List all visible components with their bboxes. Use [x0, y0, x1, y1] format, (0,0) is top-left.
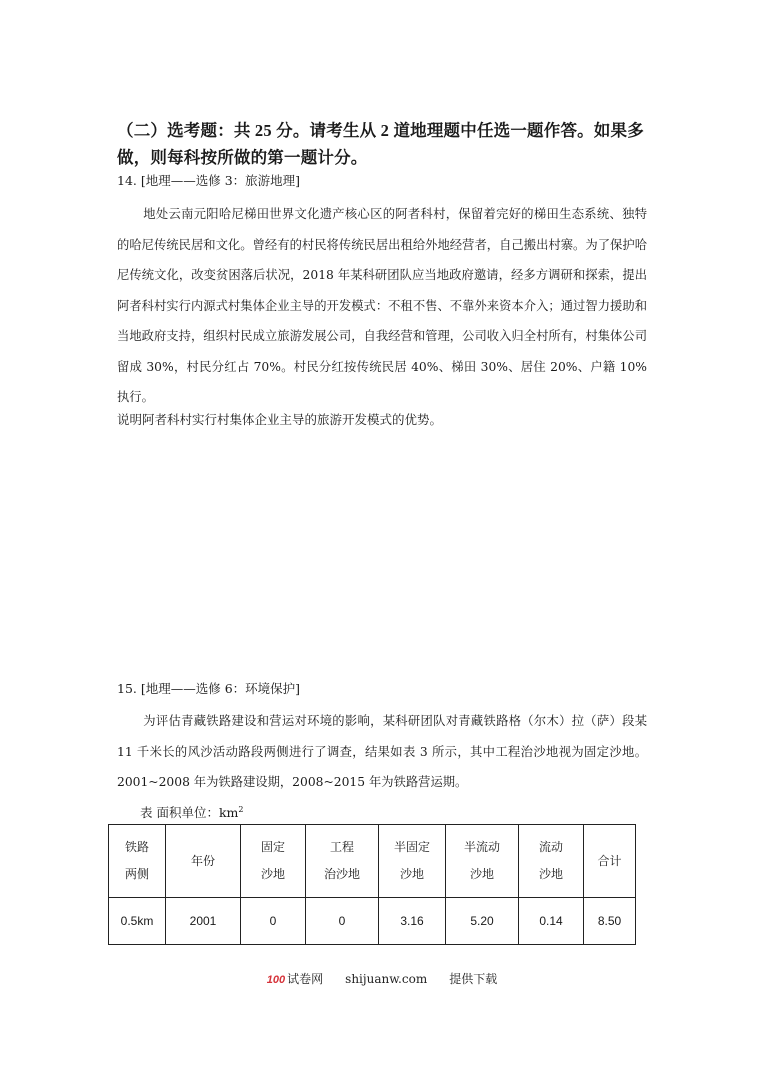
- site-logo: 100: [266, 974, 286, 986]
- question-14-prompt: 说明阿者科村实行村集体企业主导的旅游开发模式的优势。: [117, 412, 443, 427]
- question-14-paragraph: [117, 199, 647, 413]
- table-caption: [140, 800, 244, 823]
- cell-side: 0.5km: [109, 898, 166, 945]
- header-railway-sides: 铁路 两侧: [109, 825, 166, 898]
- cell-semi-mobile: 5.20: [446, 898, 519, 945]
- question-15-paragraph: [117, 706, 647, 798]
- cell-total: 8.50: [584, 898, 636, 945]
- cell-year: 2001: [166, 898, 241, 945]
- site-domain: shijuanw.com: [345, 972, 428, 986]
- question-14-title: 14. [地理——选修 3：旅游地理]: [117, 173, 301, 188]
- header-total: 合计: [584, 825, 636, 898]
- cell-semi-fixed: 3.16: [379, 898, 446, 945]
- table-caption-text: 表 面积单位：km: [140, 805, 239, 820]
- header-engineered-sand: 工程 治沙地: [306, 825, 379, 898]
- unit-superscript: 2: [238, 805, 244, 814]
- cell-mobile: 0.14: [519, 898, 584, 945]
- table-header-row: [109, 825, 636, 898]
- table-row: [109, 898, 636, 945]
- sand-area-table: [108, 824, 636, 945]
- question-15-text: 为评估青藏铁路建设和营运对环境的影响，某科研团队对青藏铁路格（尔木）拉（萨）段某 11 千米长的风沙活动路段两侧进行了调查，结果如表 3 所示，其中工程治沙地视为固定沙地。2001~2008 年为铁路建设期，2008~2015 年为铁路营运期。: [117, 714, 647, 789]
- page-footer: [0, 970, 764, 987]
- header-fixed-sand: 固定 沙地: [241, 825, 306, 898]
- question-14-text: 地处云南元阳哈尼梯田世界文化遗产核心区的阿者科村，保留着完好的梯田生态系统、独特的哈尼传统民居和文化。曾经有的村民将传统民居出租给外地经营者，自己搬出村寨。为了保护哈尼传统文化，改变贫困落后状况，2018 年某科研团队应当地政府邀请，经多方调研和探索，提出阿者科村实行内源式村集体企业主导的开发模式：不租不售、不靠外来资本介入；通过智力援助和当地政府支持，组织村民成立旅游发展公司，自我经营和管理，公司收入归全村所有，村集体公司留成 30%，村民分红占 70%。村民分红按传统民居 40%、梯田 30%、居住 20%、户籍 10%执行。: [117, 207, 647, 404]
- header-year: 年份: [166, 825, 241, 898]
- question-15-title: 15. [地理——选修 6：环境保护]: [117, 681, 301, 696]
- header-semi-fixed-sand: 半固定 沙地: [379, 825, 446, 898]
- section-heading: （二）选考题：共 25 分。请考生从 2 道地理题中任选一题作答。如果多做，则每科按所做的第一题计分。: [117, 121, 644, 167]
- cell-engineered: 0: [306, 898, 379, 945]
- download-note: 提供下载: [449, 972, 498, 986]
- header-mobile-sand: 流动 沙地: [519, 825, 584, 898]
- site-name: 试卷网: [287, 972, 324, 986]
- cell-fixed: 0: [241, 898, 306, 945]
- header-semi-mobile-sand: 半流动 沙地: [446, 825, 519, 898]
